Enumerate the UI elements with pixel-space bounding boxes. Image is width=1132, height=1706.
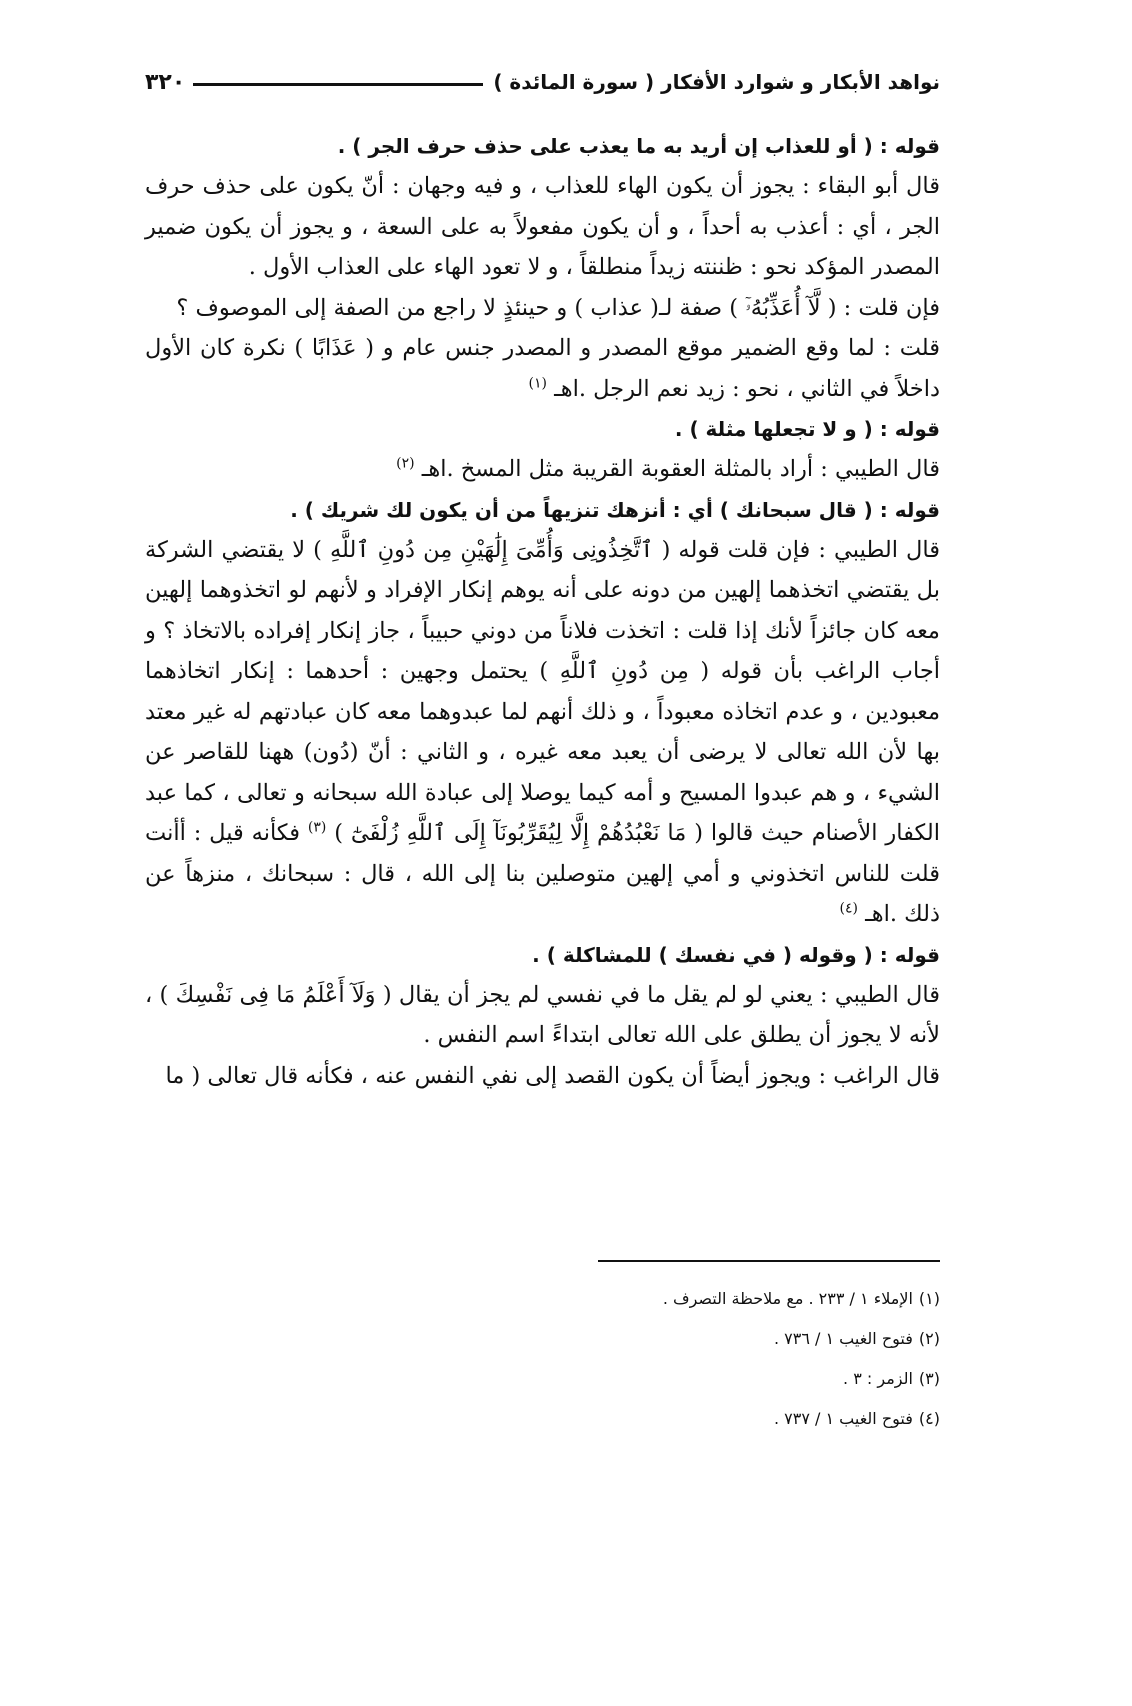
footnote-number: (١): [918, 1289, 940, 1308]
paragraph-text: قال الطيبي : فإن قلت قوله ( ٱتَّخِذُونِى وَأُمِّىَ إِلَٰهَيْنِ مِن دُونِ ٱللَّهِ ) لا يقتضي الشركة بل يقتضي اتخذهما إلهين من دونه على أنه يوهم إنكار الإفراد و لأنهم لو اتخذوهما إلهين معه كان جائزاً لأنك إذا قلت : اتخذت فلاناً من دوني حبيباً ، جاز إنكار إفراده بالاتخاذ ؟ و أجاب الراغب بأن قوله ( مِن دُونِ ٱللَّهِ ) يحتمل وجهين : أحدهما : إنكار اتخاذهما معبودين ، و عدم اتخاذه معبوداً ، و ذلك أنهم لما عبدوهما معه كان عبادتهم له غير معتد بها لأن الله تعالى لا يرضى أن يعبد معه غيره ، و الثاني : أنّ (دُون) ههنا للقاصر عن الشيء ، و هم عبدوا المسيح و أمه كيما يوصلا إلى عبادة الله سبحانه و تعالى ، كما عبد الكفار الأصنام حيث قالوا ( مَا نَعْبُدُهُمْ إِلَّا لِيُقَرِّبُونَآ إِلَى ٱللَّهِ زُلْفَىٰٓ ): [145, 536, 940, 846]
paragraph-text: قال الطيبي : أراد بالمثلة العقوبة القريبة مثل المسخ .اهـ: [421, 456, 940, 482]
footnote-ref[interactable]: (٣): [307, 819, 327, 836]
footnote-text: الزمر : ٣ .: [843, 1369, 913, 1388]
commentary-heading: قوله : ( أو للعذاب إن أريد به ما يعذب على حذف حرف الجر ) .: [337, 134, 940, 158]
commentary-heading: قوله : ( وقوله ( في نفسك ) للمشاكلة ) .: [532, 942, 940, 967]
paragraph: [145, 530, 940, 935]
commentary-heading: قوله : ( و لا تجعلها مثلة ) .: [674, 417, 940, 441]
footnote-ref[interactable]: (١): [528, 375, 547, 391]
paragraph: [145, 449, 940, 490]
header-rule: [193, 83, 483, 86]
running-title: نواهد الأبكار و شوارد الأفكار ( سورة المائدة ): [493, 70, 940, 94]
footnote: [145, 1279, 940, 1319]
footnote-ref[interactable]: (٢): [396, 455, 415, 472]
footnote: [145, 1319, 940, 1359]
body-text: [145, 126, 940, 1096]
document-page: [145, 48, 940, 1648]
paragraph: فإن قلت : ( لَّآ أُعَذِّبُهُۥٓ ) صفة لـ( عذاب ) و حينئذٍ لا راجع من الصفة إلى الموصوف ؟: [176, 294, 940, 321]
footnote-number: (٢): [918, 1329, 940, 1348]
paragraph: [145, 328, 940, 409]
paragraph-text: قلت : لما وقع الضمير موقع المصدر و المصدر جنس عام و ( عَذَابًا ) نكرة كان الأول داخلاً في الثاني ، نحو : زيد نعم الرجل .اهـ: [145, 335, 940, 402]
paragraph: قال الراغب : ويجوز أيضاً أن يكون القصد إلى نفي النفس عنه ، فكأنه قال تعالى ( ما: [165, 1062, 940, 1089]
footnote-text: فتوح الغيب ١ / ٧٣٧ .: [773, 1409, 913, 1428]
footnote-separator: [598, 1260, 940, 1262]
footnote-text: الإملاء ١ / ٢٣٣ . مع ملاحظة التصرف .: [662, 1289, 913, 1308]
footnote: [145, 1359, 940, 1399]
footnotes: [145, 1279, 940, 1439]
commentary-heading: قوله : ( قال سبحانك ) أي : أنزهك تنزيهاً من أن يكون لك شريك ) .: [290, 497, 940, 522]
paragraph-text: فكأنه قيل : أأنت قلت للناس اتخذوني و أمي إلهين متوصلين بنا إلى الله ، قال : سبحانك ، منزهاً عن ذلك .اهـ: [145, 820, 940, 927]
footnote-number: (٤): [918, 1409, 940, 1428]
paragraph: قال أبو البقاء : يجوز أن يكون الهاء للعذاب ، و فيه وجهان : أنّ يكون على حذف حرف الجر ، أي : أعذب به أحداً ، و أن يكون مفعولاً به على السعة ، و يجوز أن يكون ضمير المصدر المؤكد نحو : ظننته زيداً منطلقاً ، و لا تعود الهاء على العذاب الأول .: [145, 173, 940, 280]
page-number: ٣٢٠: [145, 69, 186, 95]
footnote: [145, 1399, 940, 1439]
paragraph: قال الطيبي : يعني لو لم يقل ما في نفسي لم يجز أن يقال ( وَلَآ أَعْلَمُ مَا فِى نَفْسِكَ ) ، لأنه لا يجوز أن يطلق على الله تعالى ابتداءً اسم النفس .: [145, 981, 940, 1048]
footnote-text: فتوح الغيب ١ / ٧٣٦ .: [773, 1329, 913, 1348]
running-header: [145, 62, 940, 102]
footnote-ref[interactable]: (٤): [839, 900, 858, 917]
footnote-number: (٣): [918, 1369, 940, 1388]
